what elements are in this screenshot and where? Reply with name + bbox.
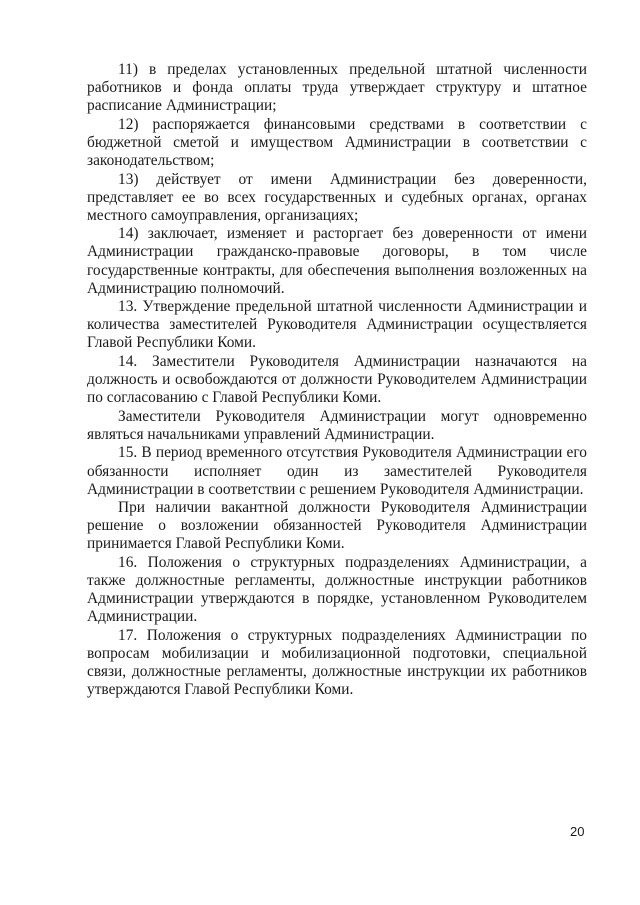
- paragraph-clause-14: 14. Заместители Руководителя Администрации назначаются на должность и освобождаются от должности Руководителем Администрации по согласованию с Главой Республики Коми.: [87, 353, 587, 407]
- paragraph-item-11: 11) в пределах установленных предельной штатной численности работников и фонда оплаты труда утверждает структуру и штатное расписание Администрации;: [87, 61, 587, 115]
- paragraph-item-14: 14) заключает, изменяет и расторгает без доверенности от имени Администрации гражданско-правовые договоры, в том числе государственные контракты, для обеспечения выполнения возложенных на Администрацию полномочий.: [87, 225, 587, 297]
- paragraph-clause-16: 16. Положения о структурных подразделениях Администрации, а также должностные регламенты, должностные инструкции работников Администрации утверждаются в порядке, установленном Руководителем Администрации.: [87, 554, 587, 626]
- page-number: 20: [570, 824, 585, 839]
- paragraph-item-12: 12) распоряжается финансовыми средствами в соответствии с бюджетной сметой и имуществом Администрации в соответствии с законодательством;: [87, 115, 587, 169]
- paragraph-clause-17: 17. Положения о структурных подразделениях Администрации по вопросам мобилизации и мобилизационной подготовки, специальной связи, должностные регламенты, должностные инструкции их работников утверждаются Главой Республики Коми.: [87, 626, 587, 699]
- document-body: [87, 61, 587, 700]
- paragraph-clause-15-note: При наличии вакантной должности Руководителя Администрации решение о возложении обязанностей Руководителя Администрации принимается Главой Республики Коми.: [87, 499, 587, 553]
- paragraph-clause-14-note: Заместители Руководителя Администрации могут одновременно являться начальниками управлений Администрации.: [87, 407, 587, 443]
- paragraph-clause-15: 15. В период временного отсутствия Руководителя Администрации его обязанности исполняет один из заместителей Руководителя Администрации в соответствии с решением Руководителя Администрации.: [87, 444, 587, 498]
- paragraph-item-13: 13) действует от имени Администрации без доверенности, представляет ее во всех государственных и судебных органах, органах местного самоуправления, организациях;: [87, 170, 587, 224]
- paragraph-clause-13: 13. Утверждение предельной штатной численности Администрации и количества заместителей Руководителя Администрации осуществляется Главой Республики Коми.: [87, 298, 587, 352]
